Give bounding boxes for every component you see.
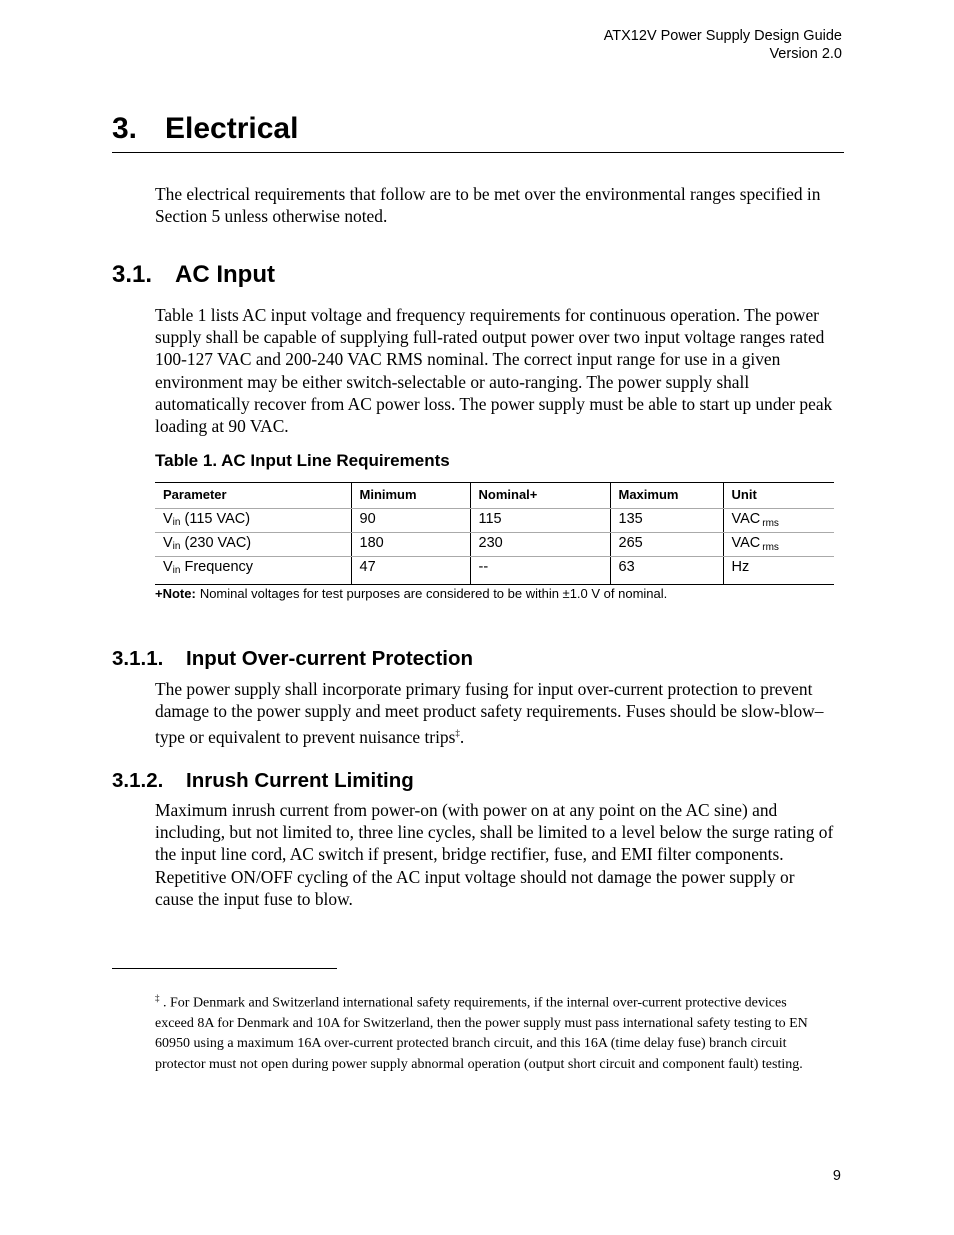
document-version: Version 2.0 — [769, 46, 842, 62]
nominal-cell: 115 — [470, 509, 610, 533]
document-title: ATX12V Power Supply Design Guide — [603, 28, 842, 44]
parameter-cell — [155, 533, 351, 557]
table-caption: Table 1. AC Input Line Requirements — [155, 451, 450, 470]
unit-subscript: rms — [762, 542, 779, 553]
note-text: Nominal voltages for test purposes are considered to be within ±1.0 V of nominal. — [199, 586, 668, 601]
param-symbol: V — [163, 511, 173, 527]
minimum-cell: 90 — [351, 509, 470, 533]
table-row — [155, 557, 834, 585]
subsection-title: Input Over-current Protection — [186, 647, 474, 670]
maximum-cell: 135 — [610, 509, 723, 533]
ac-input-table — [155, 482, 834, 585]
section-title: Electrical — [165, 112, 299, 145]
section-heading — [112, 112, 844, 153]
unit-label: Hz — [731, 559, 750, 575]
param-subscript: in — [172, 517, 181, 528]
param-symbol: V — [163, 535, 173, 551]
subsection-heading-inrush — [112, 769, 414, 793]
nominal-cell: -- — [470, 557, 610, 585]
subsection-number: 3.1. — [112, 261, 153, 288]
running-header — [604, 27, 842, 63]
column-header: Parameter — [155, 483, 351, 509]
subsection-number: 3.1.2. — [112, 769, 164, 792]
subsection-title: AC Input — [175, 261, 275, 288]
parameter-cell — [155, 509, 351, 533]
column-header: Unit — [723, 483, 834, 509]
maximum-cell: 63 — [610, 557, 723, 585]
subsection-heading-ac-input — [112, 261, 275, 289]
maximum-cell: 265 — [610, 533, 723, 557]
minimum-cell: 47 — [351, 557, 470, 585]
ac-input-body: Table 1 lists AC input voltage and frequency requirements for continuous operation. The power supply shall be capable of supplying full-rated output power over two input voltage ranges rated 100-127 VAC and 200-240 VAC RMS nominal. The correct input range for use in a given environment may be either switch-selectable or auto-ranging. The power supply shall automatically recover from AC power loss. The power supply must be able to start up under peak loading at 90 VAC. — [155, 305, 833, 437]
unit-label: VAC — [731, 511, 761, 527]
overcurrent-body — [155, 678, 835, 748]
table-row — [155, 533, 834, 557]
section-intro: The electrical requirements that follow are to be met over the environmental ranges specified in Section 5 unless otherwise noted. — [155, 184, 821, 227]
param-subscript: in — [172, 565, 181, 576]
page-number: 9 — [832, 1168, 841, 1184]
unit-subscript: rms — [762, 518, 779, 529]
minimum-cell: 180 — [351, 533, 470, 557]
column-header: Minimum — [351, 483, 470, 509]
footnote-reference[interactable]: ‡ — [455, 728, 460, 739]
unit-cell — [723, 557, 834, 585]
table-header-row — [155, 483, 834, 509]
overcurrent-text: The power supply shall incorporate primary fusing for input over-current protection to prevent damage to the power supply and meet product safety requirements. Fuses should be slow-blow–type or equivalent to prevent nuisance trips — [155, 679, 824, 748]
column-header: Maximum — [610, 483, 723, 509]
param-symbol: V — [163, 559, 173, 575]
unit-cell — [723, 509, 834, 533]
table-row — [155, 509, 834, 533]
footnote-divider — [112, 968, 337, 969]
sentence-end: . — [459, 727, 465, 748]
column-header: Nominal+ — [470, 483, 610, 509]
table-note — [155, 586, 667, 601]
footnote-mark: ‡ — [155, 993, 160, 1003]
param-subscript: in — [172, 541, 181, 552]
inrush-body: Maximum inrush current from power-on (with power on at any point on the AC sine) and including, but not limited to, three line cycles, shall be limited to a level below the surge rating of the input line cord, AC switch if present, bridge rectifier, fuse, and EMI filter components. Repetitive ON/OFF cycling of the AC input voltage should not damage the power supply or cause the input fuse to blow. — [155, 800, 834, 909]
section-number: 3. — [112, 112, 138, 145]
param-label: (230 VAC) — [180, 535, 252, 551]
subsection-number: 3.1.1. — [112, 647, 164, 670]
footnote-text: . For Denmark and Switzerland international safety requirements, if the internal over-current protective devices exceed 8A for Denmark and 10A for Switzerland, then the power supply must pass international safety testing to EN 60950 using a maximum 16A over-current protected branch circuit, and this 16A (time delay fuse) branch circuit protector must not open during power supply abnormal operation (output short circuit and component fault) testing. — [155, 995, 808, 1072]
param-label: (115 VAC) — [180, 511, 251, 527]
subsection-heading-overcurrent — [112, 647, 473, 671]
param-label: Frequency — [180, 559, 254, 575]
note-label: +Note: — [155, 586, 196, 601]
nominal-cell: 230 — [470, 533, 610, 557]
unit-cell — [723, 533, 834, 557]
parameter-cell — [155, 557, 351, 585]
footnote — [155, 988, 825, 1075]
subsection-title: Inrush Current Limiting — [186, 769, 414, 792]
unit-label: VAC — [731, 535, 761, 551]
